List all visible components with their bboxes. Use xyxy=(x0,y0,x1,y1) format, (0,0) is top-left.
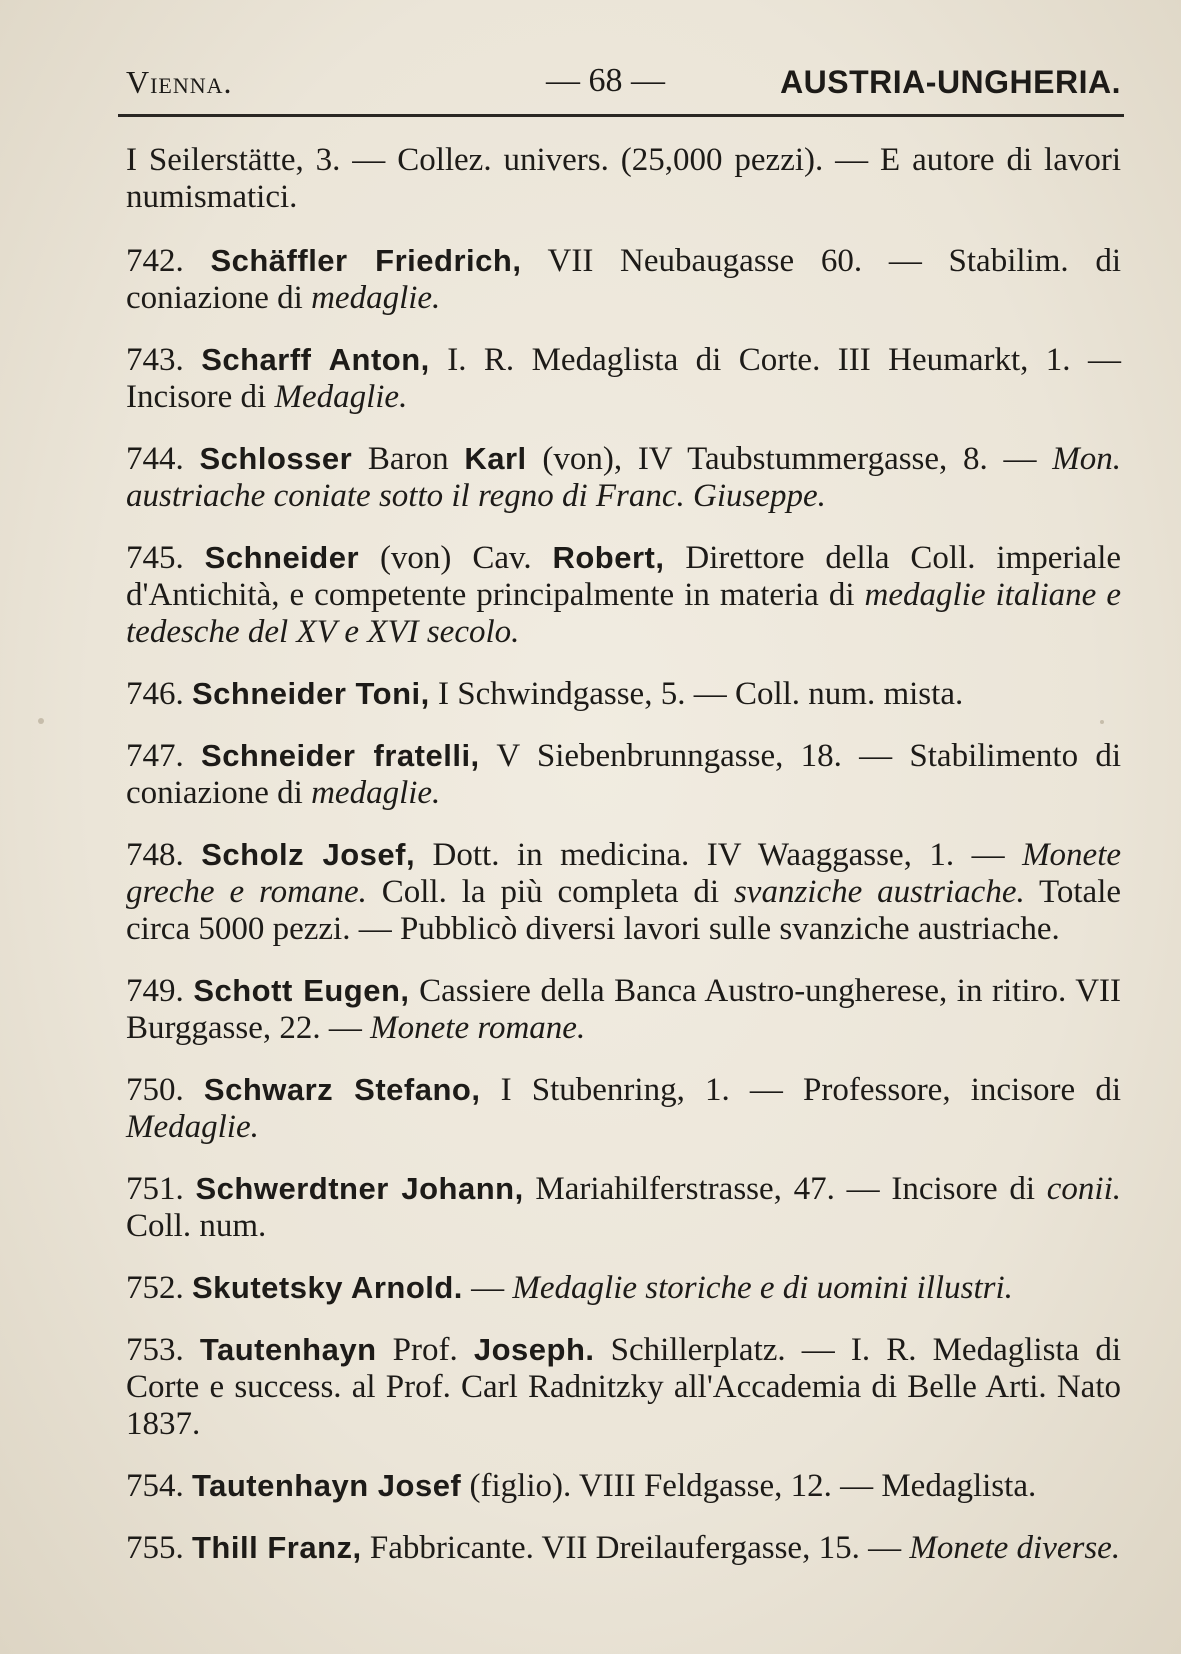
entry-italic: Medaglie. xyxy=(126,1109,259,1145)
entry-number: 744. xyxy=(126,441,184,477)
entry-number: 754. xyxy=(126,1468,184,1504)
entry-italic: Monete diverse. xyxy=(909,1530,1121,1566)
header-rule xyxy=(118,114,1124,117)
entry-name: Skutetsky Arnold. xyxy=(192,1270,463,1305)
page-number: — 68 — xyxy=(546,62,665,99)
entry-text: (von) Cav. xyxy=(359,540,553,576)
entry-text: (figlio). VIII Feldgasse, 12. — Medaglista. xyxy=(461,1468,1037,1504)
entry-italic: Medaglie storiche e di uomini illustri. xyxy=(512,1270,1013,1306)
entry-name: Schwerdtner Johann, xyxy=(195,1171,524,1206)
entry-text: I. R. Medaglista di Corte. III Heumarkt, 1. — Incisore di xyxy=(126,342,1121,415)
entry-text: V Siebenbrunngasse, 18. — Stabilimento di coniazione di xyxy=(126,738,1122,811)
entry-name-second: Joseph. xyxy=(473,1332,595,1367)
entry-742 xyxy=(126,242,1121,317)
entry-746 xyxy=(126,675,1121,713)
entry-750 xyxy=(126,1071,1121,1146)
entry-748 xyxy=(126,836,1121,948)
entry-continuation xyxy=(126,142,1121,216)
entry-number: 755. xyxy=(126,1530,184,1566)
entry-743 xyxy=(126,341,1121,416)
header-city: Vienna. xyxy=(126,64,233,100)
entry-italic: Medaglie. xyxy=(274,379,408,415)
entry-754 xyxy=(126,1467,1121,1505)
entry-name: Tautenhayn xyxy=(199,1332,377,1367)
running-header xyxy=(126,62,1121,112)
entry-text: Direttore della Coll. imperiale d'Antichità, e competente principalmente in materia di xyxy=(126,540,1122,613)
entry-name: Scharff Anton, xyxy=(201,342,430,377)
entry-number: 743. xyxy=(126,342,184,378)
entry-number: 745. xyxy=(126,540,184,576)
entry-text: Cassiere della Banca Austro-ungherese, in ritiro. VII Burggasse, 22. — xyxy=(126,973,1122,1046)
entry-text: Fabbricante. VII Dreilaufergasse, 15. — xyxy=(361,1530,910,1566)
header-country: AUSTRIA-UNGHERIA. xyxy=(780,64,1121,100)
entry-text: I Schwindgasse, 5. — Coll. num. mista. xyxy=(429,676,964,712)
directory-listing xyxy=(126,142,1121,1591)
entry-name: Tautenhayn Josef xyxy=(192,1468,462,1503)
entry-text: I Seilerstätte, 3. — Collez. univers. (25,000 pezzi). — E autore di lavori numismatici. xyxy=(126,142,1121,215)
entry-italic: medaglie. xyxy=(311,775,441,811)
entry-text: Dott. in medicina. IV Waaggasse, 1. — xyxy=(415,837,1023,873)
entry-number: 750. xyxy=(126,1072,184,1108)
entry-text: Prof. xyxy=(376,1332,474,1368)
entry-number: 746. xyxy=(126,676,184,712)
entry-name: Schneider fratelli, xyxy=(201,738,480,773)
entry-text: I Stubenring, 1. — Professore, incisore di xyxy=(480,1072,1122,1108)
entry-name: Schneider Toni, xyxy=(192,676,430,711)
entry-text: Coll. la più completa di xyxy=(366,874,734,910)
paper-speck xyxy=(38,718,44,724)
entry-number: 747. xyxy=(126,738,184,774)
entry-text: Coll. num. xyxy=(126,1208,267,1244)
entry-749 xyxy=(126,972,1121,1047)
entry-name: Schäffler Friedrich, xyxy=(210,243,522,278)
entry-text: Totale circa 5000 pezzi. — Pubblicò diversi lavori sulle svanziche austriache. xyxy=(126,874,1122,947)
entry-751 xyxy=(126,1170,1121,1245)
entry-italic: medaglie. xyxy=(311,280,441,316)
entry-752 xyxy=(126,1269,1121,1307)
entry-italic: svanziche austriache. xyxy=(733,874,1025,910)
entry-italic: medaglie italiane e tedesche del XV e XVI secolo. xyxy=(126,577,1121,650)
entry-name-second: Karl xyxy=(464,441,527,476)
entry-text: VII Neubaugasse 60. — Stabilim. di coniazione di xyxy=(126,243,1121,316)
entry-number: 752. xyxy=(126,1270,184,1306)
entry-name: Schwarz Stefano, xyxy=(203,1072,481,1107)
entry-name: Schneider xyxy=(204,540,360,575)
entry-italic: Monete greche e romane. xyxy=(126,837,1122,910)
entry-text: Baron xyxy=(352,441,465,477)
entry-name: Thill Franz, xyxy=(192,1530,362,1565)
entry-text: Mariahilferstrasse, 47. — Incisore di xyxy=(523,1171,1047,1207)
paper-speck xyxy=(1100,720,1104,724)
entry-745 xyxy=(126,539,1121,651)
entry-number: 751. xyxy=(126,1171,184,1207)
entry-name: Schott Eugen, xyxy=(193,973,410,1008)
entry-number: 749. xyxy=(126,973,184,1009)
entry-text: Schillerplatz. — I. R. Medaglista di Corte e success. al Prof. Carl Radnitzky all'Accademia di Belle Arti. Nato 1837. xyxy=(126,1332,1122,1442)
entry-753 xyxy=(126,1331,1121,1443)
entry-name-second: Robert, xyxy=(552,540,665,575)
entry-text: — xyxy=(462,1270,513,1306)
entry-755 xyxy=(126,1529,1121,1567)
entry-744 xyxy=(126,440,1121,515)
entry-italic: conii. xyxy=(1046,1171,1121,1207)
entry-italic: Monete romane. xyxy=(370,1010,586,1046)
entry-number: 742. xyxy=(126,243,184,279)
entry-italic: Mon. austriache coniate sotto il regno di Franc. Giuseppe. xyxy=(126,441,1121,514)
entry-name: Schlosser xyxy=(199,441,353,476)
entry-747 xyxy=(126,737,1121,812)
entry-number: 748. xyxy=(126,837,184,873)
entry-text: (von), IV Taubstummergasse, 8. — xyxy=(526,441,1053,477)
entry-name: Scholz Josef, xyxy=(201,837,416,872)
entry-number: 753. xyxy=(126,1332,184,1368)
